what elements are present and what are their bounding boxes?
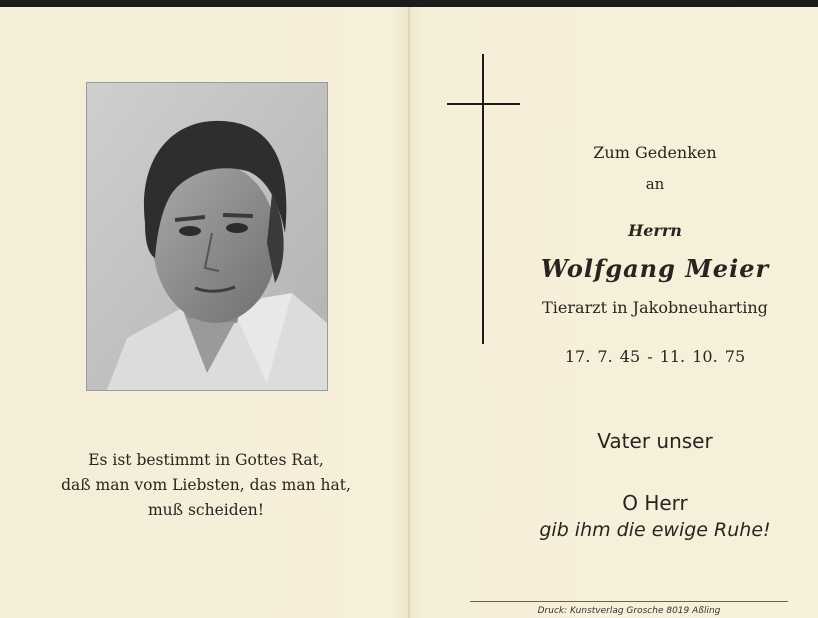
o-herr-text: O Herr: [622, 491, 688, 515]
memorial-verse: [30, 448, 382, 523]
life-dates: 17. 7. 45 - 11. 10. 75: [564, 347, 746, 366]
profession-text: Tierarzt in Jakobneuharting: [542, 298, 768, 317]
vater-unser-text: Vater unser: [597, 429, 713, 453]
cross-horizontal-bar: [447, 103, 520, 105]
verse-line: daß man vom Liebsten, das man hat,: [61, 476, 351, 494]
top-edge: [0, 0, 818, 7]
verse-line: Es ist bestimmt in Gottes Rat,: [88, 451, 324, 469]
verse-line: muß scheiden!: [147, 501, 264, 519]
card-fold: [408, 7, 410, 618]
portrait-image: [87, 83, 327, 390]
portrait-photo: [86, 82, 328, 391]
footer-divider: [470, 601, 788, 602]
herrn-text: Herrn: [628, 221, 682, 240]
zum-gedenken-text: Zum Gedenken: [593, 143, 717, 162]
ewige-ruhe-text: gib ihm die ewige Ruhe!: [539, 519, 771, 541]
cross-vertical-bar: [482, 54, 484, 344]
deceased-name: Wolfgang Meier: [540, 254, 770, 283]
printer-credit: Druck: Kunstverlag Grosche 8019 Aßling: [537, 606, 721, 616]
an-text: an: [645, 175, 665, 193]
